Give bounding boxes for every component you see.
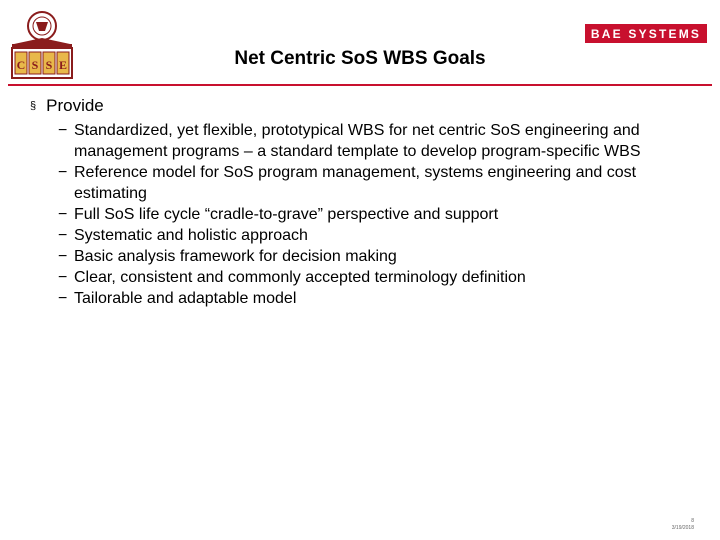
brand-name: BAE SYSTEMS [590, 26, 702, 41]
square-bullet-icon: § [30, 100, 37, 112]
sub-bullet-text: Standardized, yet flexible, prototypical WBS for net centric SoS engineering and management programs – a standard template to develop program-specific WBS [74, 122, 641, 160]
dash-icon: − [58, 269, 68, 286]
dash-icon: − [58, 227, 68, 244]
sub-bullet-text: Reference model for SoS program management, systems engineering and cost estimating [74, 164, 637, 202]
svg-text:S: S [31, 58, 39, 72]
sub-bullet-item [30, 225, 700, 246]
slide-footer [672, 518, 694, 532]
sub-bullet-item [30, 288, 700, 309]
slide-date: 3/19/2018 [671, 525, 694, 531]
dash-icon: − [58, 206, 68, 223]
page-number: 8 [691, 518, 694, 524]
sub-bullet-item [30, 204, 700, 225]
sub-bullet-item [30, 246, 700, 267]
svg-text:S: S [45, 58, 53, 72]
dash-icon: − [58, 248, 68, 265]
csse-logo [8, 6, 80, 82]
slide-title: Net Centric SoS WBS Goals [234, 48, 486, 69]
sub-bullet-text: Tailorable and adaptable model [74, 290, 297, 307]
sub-bullet-item [30, 120, 700, 162]
main-bullet [30, 96, 700, 116]
sub-bullet-text: Systematic and holistic approach [74, 227, 308, 244]
svg-text:C: C [16, 58, 26, 72]
svg-text:E: E [58, 58, 68, 72]
sub-bullet-text: Basic analysis framework for decision making [74, 248, 397, 265]
main-bullet-text: Provide [46, 96, 104, 115]
dash-icon: − [58, 164, 68, 181]
sub-bullet-text: Full SoS life cycle “cradle-to-grave” perspective and support [74, 206, 499, 223]
sub-bullet-text: Clear, consistent and commonly accepted terminology definition [74, 269, 526, 286]
sub-bullet-item [30, 267, 700, 288]
slide-body [30, 96, 700, 309]
sub-bullet-item [30, 162, 700, 204]
title-divider [8, 84, 712, 86]
dash-icon: − [58, 122, 68, 139]
bae-systems-logo [585, 24, 707, 43]
sub-bullet-list [30, 120, 700, 309]
dash-icon: − [58, 290, 68, 307]
